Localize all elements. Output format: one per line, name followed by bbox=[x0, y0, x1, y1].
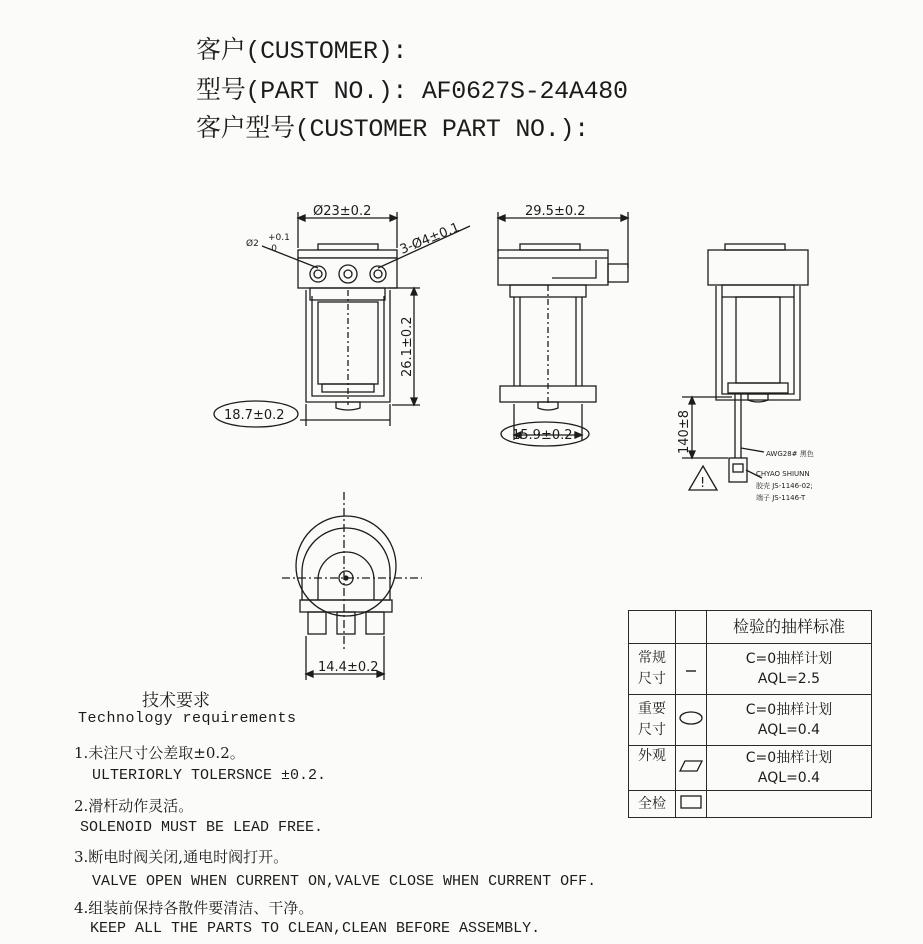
dash-symbol-icon bbox=[676, 644, 707, 695]
inspection-table-title: 检验的抽样标准 bbox=[707, 611, 872, 644]
part-no-label: 型号(PART NO.): bbox=[196, 77, 408, 106]
dim-hole-small: Ø2 bbox=[246, 239, 259, 249]
category-cell: 常规 尺寸 bbox=[629, 644, 676, 695]
table-row bbox=[629, 644, 872, 695]
right-view bbox=[677, 244, 814, 502]
requirement-2-cn: 2.滑杆动作灵活。 bbox=[74, 797, 194, 815]
note-wire: AWG28# 黑色 bbox=[766, 450, 814, 458]
table-row bbox=[629, 695, 872, 746]
requirement-4-en: KEEP ALL THE PARTS TO CLEAN,CLEAN BEFORE ASSEMBLY. bbox=[90, 920, 541, 937]
note-housing: 胶壳 JS-1146-02; bbox=[756, 482, 813, 490]
ellipse-symbol-icon bbox=[676, 695, 707, 746]
customer-label: 客户(CUSTOMER): bbox=[196, 37, 408, 66]
warning-symbol: ! bbox=[700, 476, 706, 491]
top-view bbox=[282, 492, 422, 680]
table-row bbox=[629, 791, 872, 818]
dim-wire-length: 140±8 bbox=[677, 410, 692, 454]
requirement-2-en: SOLENOID MUST BE LEAD FREE. bbox=[80, 819, 324, 836]
dim-bottom-width: 18.7±0.2 bbox=[224, 408, 285, 423]
inspection-standard-table bbox=[628, 610, 872, 818]
dim-hole-small-lower-tol: -0 bbox=[268, 244, 277, 254]
note-terminal: 端子 JS-1146-T bbox=[756, 494, 806, 502]
side-view bbox=[498, 204, 628, 446]
dim-front-width: Ø23±0.2 bbox=[313, 204, 372, 219]
customer-part-no-label: 客户型号(CUSTOMER PART NO.): bbox=[196, 115, 589, 144]
category-cell: 重要 尺寸 bbox=[629, 695, 676, 746]
category-cell: 外观 bbox=[629, 746, 676, 791]
sampling-plan-cell: C=0抽样计划 AQL=2.5 bbox=[707, 644, 872, 695]
dim-side-bottom-width: 15.9±0.2 bbox=[512, 428, 573, 443]
table-row bbox=[629, 746, 872, 791]
front-view bbox=[214, 204, 470, 427]
requirement-3-en: VALVE OPEN WHEN CURRENT ON,VALVE CLOSE WHEN CURRENT OFF. bbox=[92, 873, 597, 890]
requirement-1-en: ULTERIORLY TOLERSNCE ±0.2. bbox=[92, 767, 327, 784]
rectangle-symbol-icon bbox=[676, 791, 707, 818]
category-cell: 全检 bbox=[629, 791, 676, 818]
dim-top-view-width: 14.4±0.2 bbox=[318, 660, 379, 675]
sampling-plan-cell: C=0抽样计划 AQL=0.4 bbox=[707, 746, 872, 791]
requirement-3-cn: 3.断电时阀关闭,通电时阀打开。 bbox=[74, 848, 289, 866]
part-no-value: AF0627S-24A480 bbox=[421, 77, 628, 106]
requirement-4-cn: 4.组装前保持各散件要清洁、干净。 bbox=[74, 899, 314, 917]
dim-height: 26.1±0.2 bbox=[400, 316, 415, 377]
dim-side-width: 29.5±0.2 bbox=[525, 204, 586, 219]
dim-hole-small-upper-tol: +0.1 bbox=[268, 233, 290, 243]
requirements-title-cn: 技术要求 bbox=[142, 691, 210, 711]
parallelogram-symbol-icon bbox=[676, 746, 707, 791]
requirement-1-cn: 1.未注尺寸公差取±0.2。 bbox=[74, 744, 245, 762]
dim-holes-three: 3-Ø4±0.1 bbox=[397, 220, 462, 258]
sampling-plan-cell: C=0抽样计划 AQL=0.4 bbox=[707, 695, 872, 746]
sampling-plan-cell bbox=[707, 791, 872, 818]
table-header-row bbox=[629, 611, 872, 644]
requirements-title-en: Technology requirements bbox=[78, 710, 297, 727]
note-connector-brand: CHYAO SHIUNN bbox=[756, 470, 810, 478]
